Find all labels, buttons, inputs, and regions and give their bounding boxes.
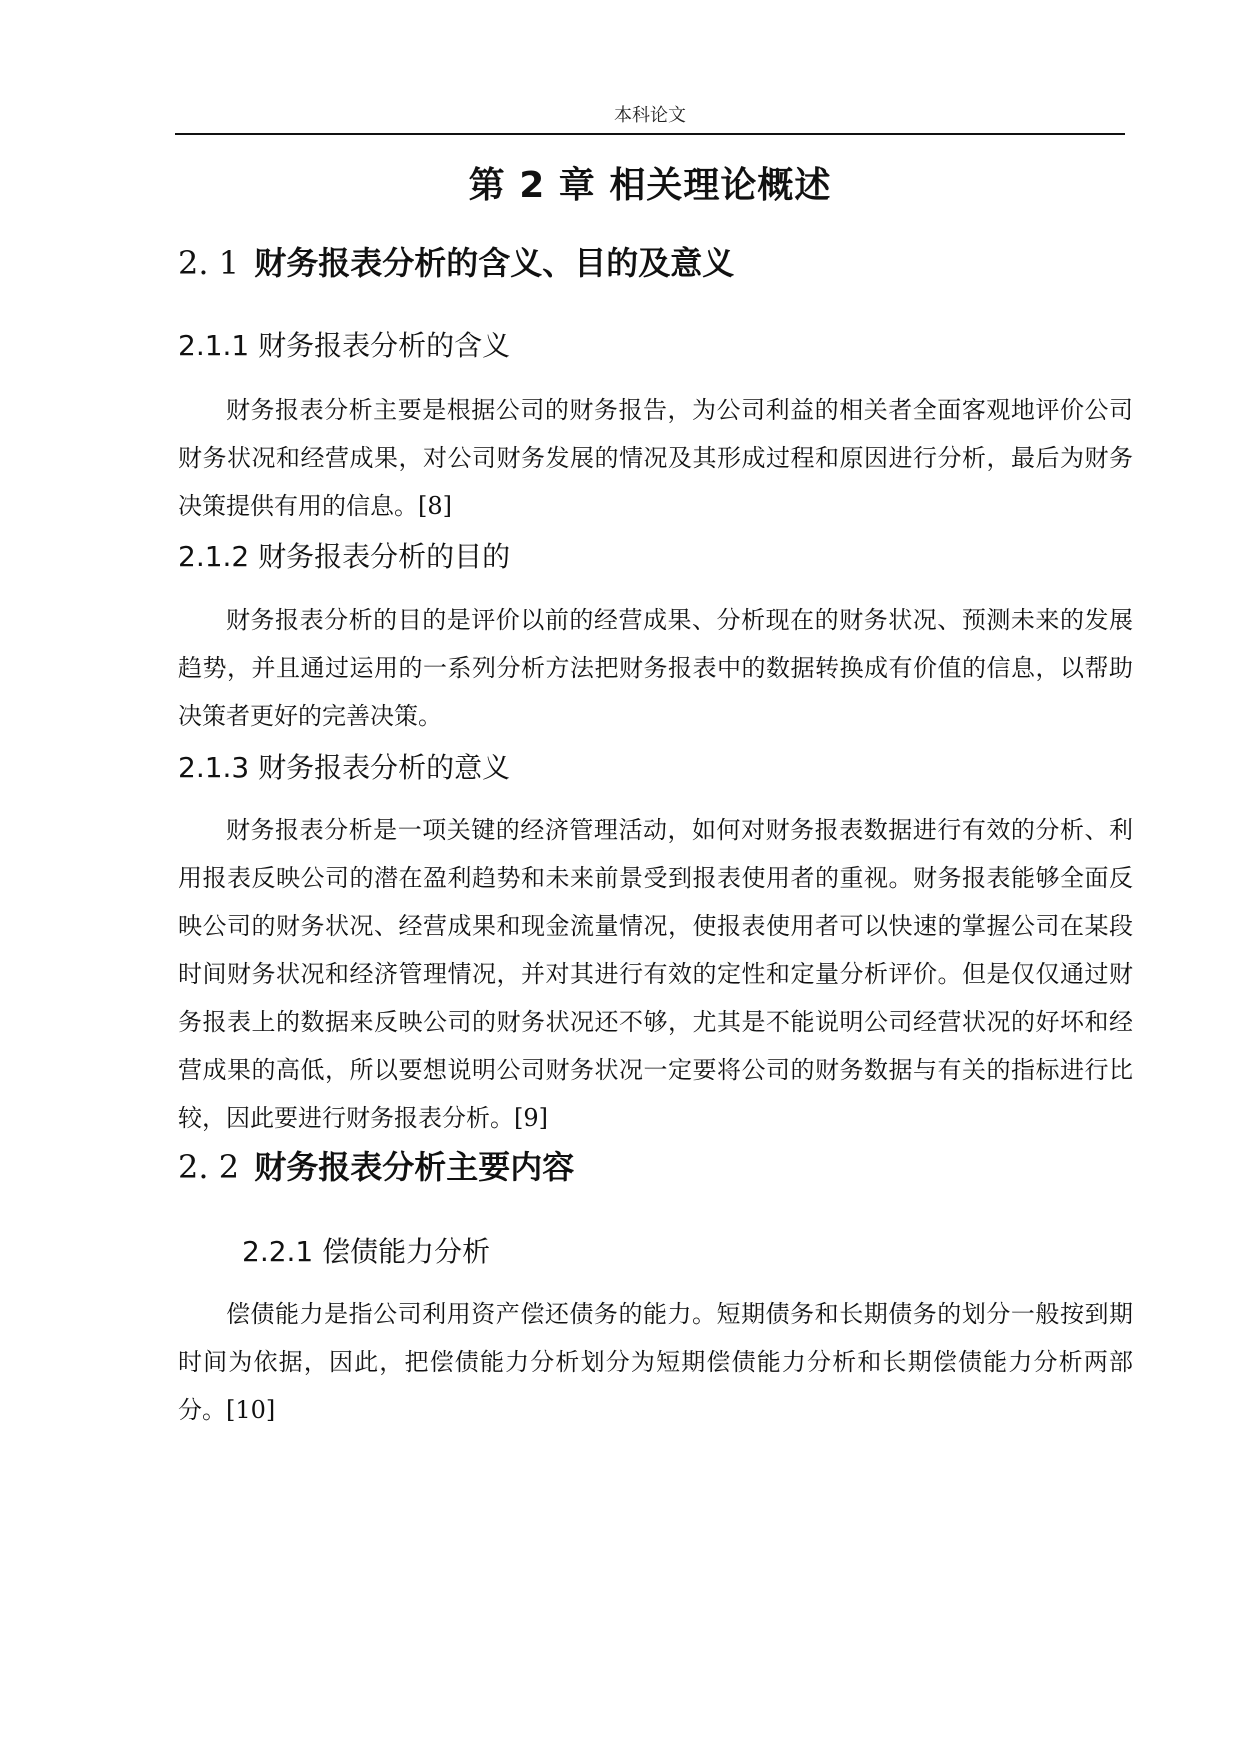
paragraph-2-1-3: 财务报表分析是一项关键的经济管理活动，如何对财务报表数据进行有效的分析、利用报表反映公司的潜在盈利趋势和未来前景受到报表使用者的重视。财务报表能够全面反映公司的财务状况、经营成果和现金流量情况，使报表使用者可以快速的掌握公司在某段时间财务状况和经济管理情况，并对其进行有效的定性和定量分析评价。但是仅仅通过财务报表上的数据来反映公司的财务状况还不够，尤其是不能说明公司经营状况的好坏和经营成果的高低，所以要想说明公司财务状况一定要将公司的财务数据与有关的指标进行比较，因此要进行财务报表分析。[9] [178, 816, 1133, 1132]
section-title: 财务报表分析的含义、目的及意义 [254, 244, 735, 282]
chapter-title: 第 2 章 相关理论概述 [468, 165, 832, 206]
running-header: 本科论文 [614, 105, 686, 126]
section-number: 2. 1 [178, 244, 240, 282]
subsection-heading-2-1-2: 2.1.2 财务报表分析的目的 [178, 540, 511, 573]
section-title: 财务报表分析主要内容 [254, 1148, 575, 1186]
paragraph-2-2-1: 偿债能力是指公司利用资产偿还债务的能力。短期债务和长期债务的划分一般按到期时间为依据，因此，把偿债能力分析划分为短期偿债能力分析和长期偿债能力分析两部分。[10] [178, 1300, 1133, 1424]
subsection-heading-2-1-3: 2.1.3 财务报表分析的意义 [178, 751, 511, 784]
section-heading-2-2 [178, 1145, 1128, 1189]
paragraph-2-1-1: 财务报表分析主要是根据公司的财务报告，为公司利益的相关者全面客观地评价公司财务状况和经营成果，对公司财务发展的情况及其形成过程和原因进行分析，最后为财务决策提供有用的信息。[8] [178, 396, 1133, 520]
header-rule [175, 133, 1125, 135]
paragraph-2-1-2: 财务报表分析的目的是评价以前的经营成果、分析现在的财务状况、预测未来的发展趋势，并且通过运用的一系列分析方法把财务报表中的数据转换成有价值的信息，以帮助决策者更好的完善决策。 [178, 606, 1133, 730]
section-heading-2-1 [178, 241, 1128, 285]
subsection-heading-2-1-1: 2.1.1 财务报表分析的含义 [178, 329, 511, 362]
section-number: 2. 2 [178, 1148, 240, 1186]
subsection-heading-2-2-1: 2.2.1 偿债能力分析 [242, 1235, 491, 1268]
